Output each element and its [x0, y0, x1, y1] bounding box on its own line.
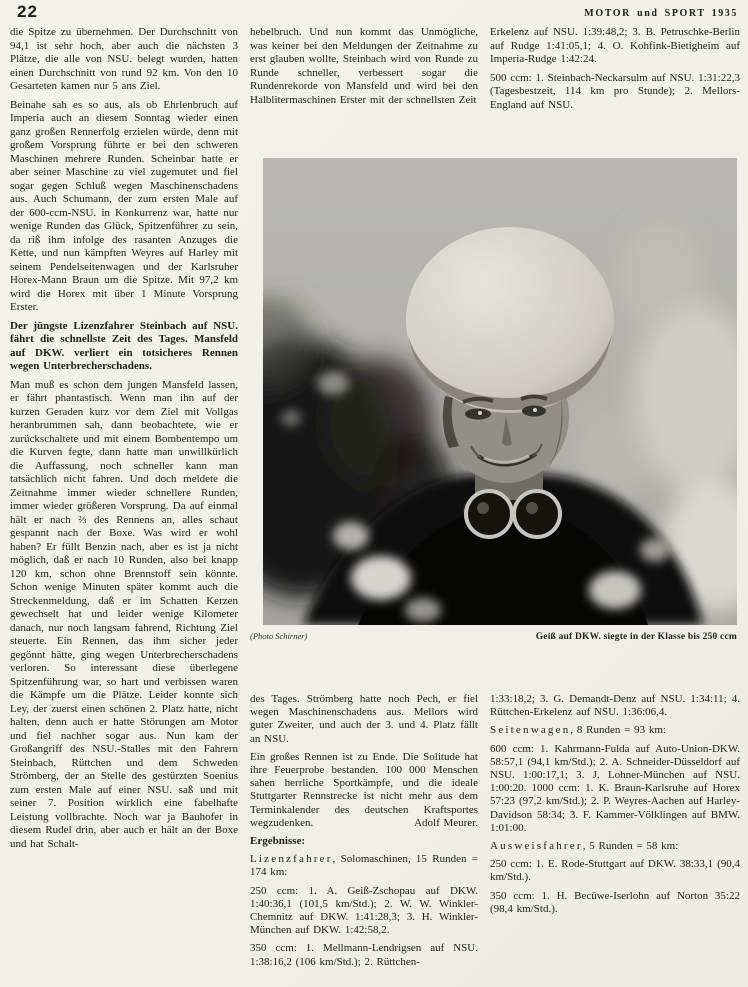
- paragraph: die Spitze zu übernehmen. Der Durchschnitt von 94,1 ist sehr hoch, aber auch die nächsten 3 Plätze, die alle von NSU. belegt wurden, hatten einen Durchschnitt von rund 92 km. Von den 10 Gesarteten kamen nur 5 ans Ziel.: [10, 26, 238, 92]
- photo-caption: Geiß auf DKW. siegte in der Klasse bis 250 ccm: [535, 632, 737, 642]
- result-500ccm: 500 ccm: 1. Steinbach-Neckarsulm auf NSU. 1:31:22,3 (Tagesbestzeit, 114 km pro Stunde); 2. Mellors-England auf NSU.: [490, 71, 740, 111]
- class-detail: , 8 Runden = 93 km:: [570, 724, 666, 737]
- column-2-top: [250, 26, 478, 134]
- results-class-header: [490, 724, 740, 737]
- column-3-bottom: [490, 693, 740, 983]
- journal-title: MOTOR und SPORT 1935: [584, 8, 738, 19]
- paragraph: des Tages. Strömberg hatte noch Pech, er fiel wegen Maschinenschadens aus. Mellors wird guter Zweiter, und auch der 3. und 4. Platz fällt an NSU.: [250, 693, 478, 745]
- class-name: Lizenzfahrer: [250, 853, 333, 866]
- page-number: 22: [17, 2, 38, 21]
- paragraph: Man muß es schon dem jungen Mansfeld lassen, er fährt phantastisch. Wenn man ihn auf der kurzen Geraden kurz vor dem Ziel mit Vollgas heranbrummen sah, dann beobachtete, wie er zurückschaltete und mit einem Bombentempo um die Kurven fegte, dann hatte man unwillkürlich die Auffassung, noch schneller kann man tatsächlich nicht fahren. Und doch meldete die Zeitnahme immer wieder schnellere Runden, immer wieder größeren Vorsprung. Da auf einmal hält er nach ⅔ des Rennens an, alles schaut gespannt nach der Boxe. Was wird er wohl haben? Er füllt Benzin nach, aber es ist ja nicht möglich, daß er nach 10 Runden, also bei knapp 120 km, schon ohne Brennstoff sein könnte. Schon wenige Minuten später kommt auch die Streckenmeldung, daß er im Schatten Kerzen gewechselt hat und leider wenige Kilometer danach, nur noch langsam fahrend, Richtung Ziel steuerte. Ein Rennen, das ihm sicher jeder gegönnt hätte, ging wegen Unterbrecherschadens verloren. So interessant diese überlegene Spitzenführung war, so hart und verbissen waren die Kämpfe um die Plätze. Leider konnte sich Ley, der zuerst einen schönen 2. Platz hatte, nicht halten, denn auch er hatte Störungen am Motor und fiel nachher sogar aus. Nun kam der Großangriff des NSU.-Stalles mit den Fahrern Steinbach, Rüttchen und dem Schweden Strömberg, der an Stelle des gestürzten Soenius zum ersten Male auf einer NSU. saß und mit seiner 7. Position wirklich eine fabelhafte Leistung vollbrachte. Noch war ja Bauhofer in diesem Rudel drin, aber auch er hält an der Boxe und hat Schalt-: [10, 378, 238, 850]
- photo-caption-row: [250, 631, 737, 642]
- paragraph: Beinahe sah es so aus, als ob Ehrlenbruch auf Imperia auch an diesem Sonntag wieder einen ganz großen Rennerfolg erzielen würde, denn mit großem Vorsprung führte er bei den schweren Maschinen mehrere Runden. Scheinbar hatte er aber seiner Maschine zu viel zugemutet und fiel sogar gegen Schluß wegen Maschinenschadens aus. Auch Schumann, der zum ersten Male auf der 600-ccm-NSU. in Konkurrenz war, hatte nur wenige Runden das Glück, Spitzenführer zu sein, da riß ihm infolge des rasanten Anzuges die Kette, und nun kämpften Weyres auf Harley mit seinem Pendelseitenwagen und der Karlsruher Horex-Mann Braun um die Spitze. Mit 97,2 km wird die Horex mit über 1 Minute Vorsprung Erster.: [10, 98, 238, 313]
- class-name: Seitenwagen: [490, 724, 571, 737]
- paragraph: Erkelenz auf NSU. 1:39:48,2; 3. B. Petruschke-Berlin auf Rudge 1:41:05,1; 4. O. Kohfink-Bietigheim auf Imperia-Rudge 1:42:24.: [490, 26, 740, 65]
- paragraph-text: Ein großes Rennen ist zu Ende. Die Solitude hat ihre Feuerprobe bestanden. 100 000 Menschen sahen herrliche Sportkämpfe, und die ideale Stuttgarter Rennstrecke ist nicht mehr aus dem Terminkalender des deutschen Kraftsportes wegzudenken.: [250, 750, 478, 829]
- photo-credit: (Photo Schirner): [250, 631, 308, 641]
- column-1: [10, 26, 238, 978]
- column-2-bottom: [250, 693, 478, 983]
- lead-heading: Der jüngste Lizenzfahrer Steinbach auf NSU. fährt die schnellste Zeit des Tages. Mansfeld auf DKW. verliert ein totsicheres Rennen wegen Unterbrecherschadens.: [10, 319, 238, 372]
- race-winner-photo: [263, 158, 737, 625]
- paragraph: [250, 751, 478, 830]
- photo-illustration: [263, 158, 737, 625]
- class-detail: , Solomaschinen, 15 Runden = 174 km:: [250, 853, 478, 879]
- result-continued: 1:33:18,2; 3. G. Demandt-Denz auf NSU. 1:34:11; 4. Rüttchen-Erkelenz auf NSU. 1:36:06,4.: [490, 693, 740, 719]
- results-class-header: [490, 840, 740, 853]
- result-250ccm: 250 ccm: 1. A. Geiß-Zschopau auf DKW. 1:40:36,1 (101,5 km/Std.); 2. W. W. Winkler-Chemnitz auf DKW. 1:41:28,3; 3. H. Winkler-München auf DKW. 1:42:58,2.: [250, 884, 478, 937]
- column-3-top: [490, 26, 740, 152]
- paragraph: hebelbruch. Und nun kommt das Unmögliche, was keiner bei den Meldungen der Zeitnahme zu erst glauben wollte, Steinbach wird von Runde zu Runde schneller, verbessert sogar die Rundenrekorde von Mansfeld und wird bei den Halblitermaschinen Erster mit der schnellsten Zeit: [250, 26, 478, 106]
- results-title: Ergebnisse:: [250, 835, 305, 848]
- result-250ccm: 250 ccm: 1. E. Rode-Stuttgart auf DKW. 38:33,1 (90,4 km/Std.).: [490, 858, 740, 884]
- class-name: Ausweisfahrer: [490, 840, 583, 853]
- result-350ccm: 350 ccm: 1. Mellmann-Lendrigsen auf NSU. 1:38:16,2 (106 km/Std.); 2. Rüttchen-: [250, 942, 478, 968]
- result-600-1000ccm: 600 ccm: 1. Kahrmann-Fulda auf Auto-Union-DKW. 58:57,1 (94,1 km/Std.); 2. A. Schneider-Düsseldorf auf NSU. 1:00:17,1; 3. J. Lohner-München auf NSU. 1:00:20. 1000 ccm: 1. K. Braun-Karlsruhe auf Horex 57:23 (97,2 km/Std.); 2. P. Weyres-Aachen auf Harley-Davidson 58:34; 3. F. Kammer-Völklingen auf BMW. 1:01:00.: [490, 742, 740, 834]
- class-detail: , 5 Runden = 58 km:: [582, 840, 679, 853]
- results-class-header: [250, 853, 478, 879]
- result-350ccm: 350 ccm: 1. H. Becüwe-Iserlohn auf Norton 35:22 (98,4 km/Std.).: [490, 889, 740, 915]
- author-byline: Adolf Meurer.: [414, 816, 478, 829]
